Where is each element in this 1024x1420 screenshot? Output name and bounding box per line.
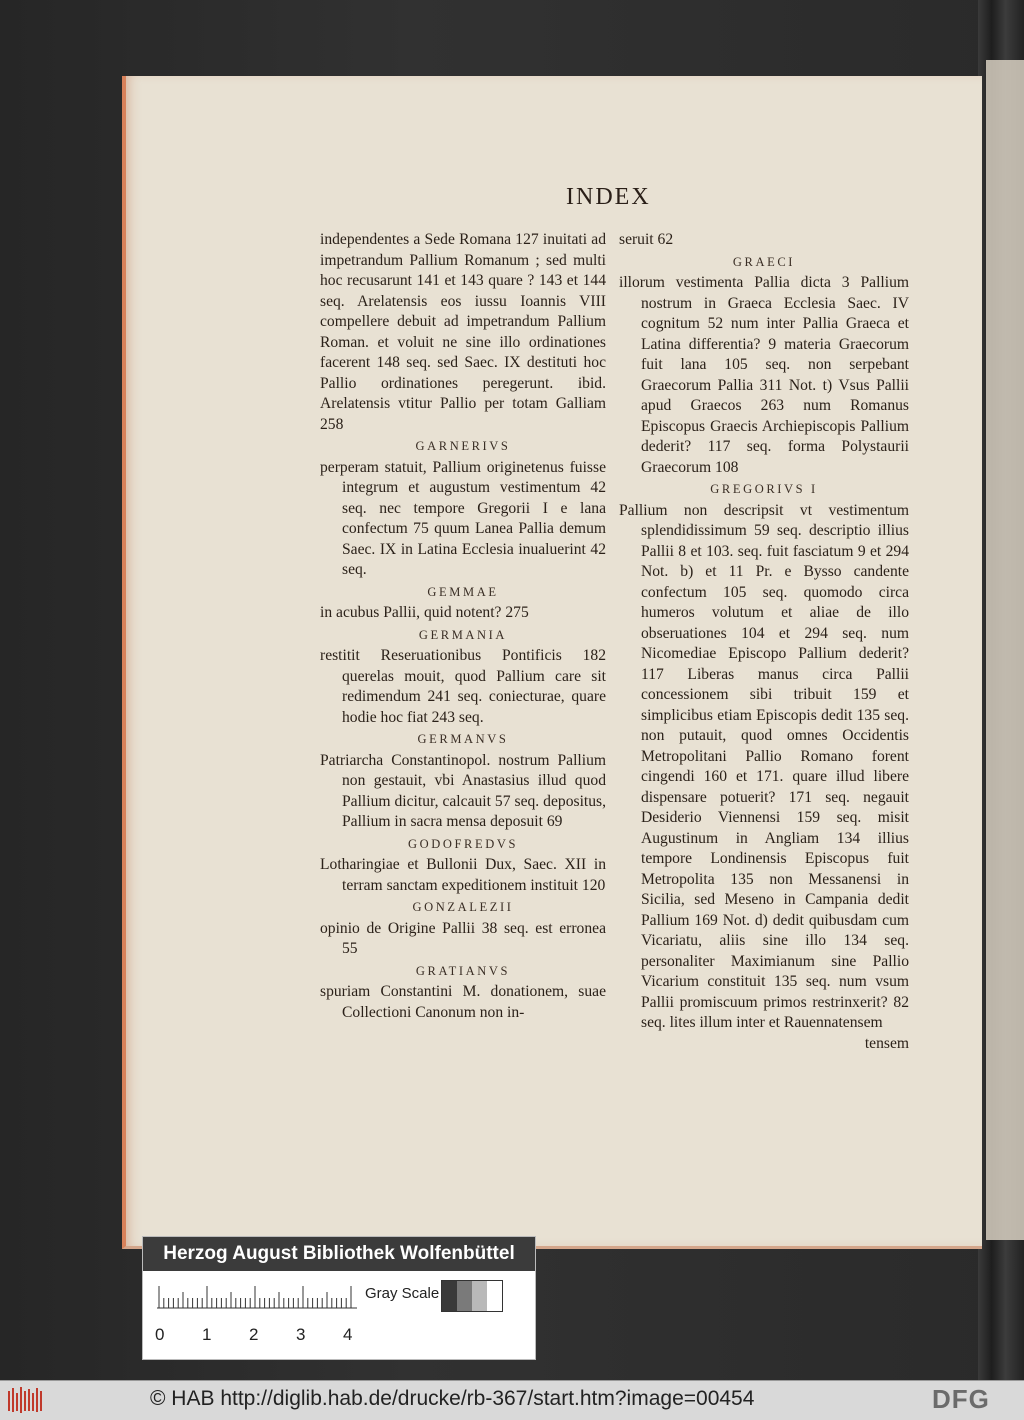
gray-scale-swatches: [441, 1280, 503, 1312]
dfg-logo: DFG: [932, 1384, 990, 1414]
index-heading: GRAECI: [732, 254, 796, 269]
right-text-column: [619, 230, 909, 1054]
color-reference-card: [142, 1236, 536, 1360]
gray-swatch: [487, 1281, 502, 1311]
ruler-digits: [155, 1325, 390, 1345]
index-heading: GODOFREDVS: [407, 836, 519, 851]
index-entry: Pallium non descripsit vt vestimentum splendidissimum 59 seq. descriptio illius Pallii 8 et 103. seq. fuit fasciatum 9 et 294 Not. b) et 11 Pr. e Bysso candente confectum 105 seq. quomodo circa humeros volutum et aliae de illo obseruationes 104 et 294 seq. num Nicomediae Episcopo Pallium dederit? 117 Liberas manus circa Pallii concessionem sibi tribuit 159 et simplicibus etiam Episcopis dedit 135 seq. non putauit, quod omnes Occidentis Metropolitani Pallio Romano forent cingendi 160 et 171. quare illud libere dispensare potuerit? 171 seq. negauit Desiderio Viennensi 159 seq. misit Augustinum in Angliam 134 illius tempore Londinensis Episcopus fuit Metropolita 135 non Messanensi in Sicilia, sed Meseno in Campania dedit Pallium 169 Not. d) dedit quibusdam cum Vicariatu, aliis sine illo 134 seq. personaliter Maximianum sine Pallio Vicarium constituit 135 seq. num vsum Pallii promiscuum primos restrinxerit? 82 seq. lites illum inter et Rauennatensem: [619, 501, 909, 1031]
left-text-column: [320, 230, 606, 1023]
index-entry: Patriarcha Constantinopol. nostrum Pallium non gestauit, vbi Anastasius illud quod Pallium dicitur, calcauit 57 seq. depositus, Pallium in sacra mensa deposuit 69: [320, 751, 606, 830]
ruler-digit: 2: [249, 1325, 259, 1344]
index-entry: illorum vestimenta Pallia dicta 3 Pallium nostrum in Graeca Ecclesia Saec. IV cognitum 52 num inter Pallia Graeca et Latina differentia? 9 materia Graecorum fuit lana 105 seq. non serpebant Graecorum Pallia 311 Not. t) Vsus Pallii apud Graecos 263 num Romanus Episcopus Graecis Archiepiscopis Pallium dederit? 117 seq. forma Polystaurii Graecorum 108: [619, 274, 909, 476]
library-name: Herzog August Bibliothek Wolfenbüttel: [143, 1237, 535, 1271]
index-entry: Lotharingiae et Bullonii Dux, Saec. XII in terram sanctam expeditionem instituit 120: [320, 856, 606, 894]
page-heading: INDEX: [566, 184, 651, 210]
index-entry: restitit Reseruationibus Pontificis 182 querelas mouit, quod Pallium care sit redimendum 241 seq. coniecturae, quare hodie hoc fiat 243 seq.: [320, 647, 606, 726]
index-heading: GONZALEZII: [412, 900, 514, 914]
index-entry: perperam statuit, Pallium originetenus fuisse integrum et augustum vestimentum 42 seq. nec tempore Gregorii I e lana confectum 75 quum Lanea Pallia demum Saec. IX in Latina Ecclesia inualuerint 42 seq.: [320, 458, 606, 578]
index-entry: in acubus Pallii, quid notent? 275: [320, 604, 529, 621]
catchword: tensem: [864, 1034, 909, 1052]
copyright-url: © HAB http://diglib.hab.de/drucke/rb-367/start.htm?image=00454: [150, 1387, 755, 1410]
index-continuation: seruit 62: [619, 231, 674, 248]
index-entry: opinio de Origine Pallii 38 seq. est erronea 55: [320, 919, 606, 957]
footer-bar: [0, 1380, 1024, 1420]
hab-barcode-logo-icon: [6, 1385, 46, 1415]
ruler-digit: 1: [202, 1325, 212, 1344]
ruler-digit: 4: [343, 1325, 353, 1344]
index-heading: GREGORIVS I: [710, 482, 818, 496]
gray-scale-label: Gray Scale: [365, 1285, 440, 1302]
index-heading: GERMANVS: [417, 732, 509, 746]
gray-swatch: [472, 1281, 487, 1311]
ruler-digit: 0: [155, 1325, 165, 1344]
index-heading: GARNERIVS: [415, 439, 511, 453]
index-continuation: independentes a Sede Romana 127 inuitati ad impetrandum Pallium Romanum ; sed multi hoc recusarunt 141 et 143 quare ? 143 et 144 seq. Arelatensis eos iussu Ioannis VIII compellere debuit ad impetrandum Pallium Roman. et voluit ne sine illo ordinationes facerent 148 seq. sed Saec. IX destituti hoc Pallio ordinationes peregerunt. ibid. Arelatensis vtitur Pallio per totam Galliam 258: [320, 231, 606, 433]
adjacent-page-edge: [986, 60, 1024, 1240]
gray-swatch: [457, 1281, 472, 1311]
index-heading: GRATIANVS: [415, 963, 511, 978]
index-heading: GERMANIA: [418, 627, 508, 642]
index-entry: spuriam Constantini M. donationem, suae Collectioni Canonum non in-: [320, 983, 606, 1021]
gray-swatch: [442, 1281, 457, 1311]
index-heading: GEMMAE: [427, 584, 499, 599]
ruler-digit: 3: [296, 1325, 306, 1344]
ruler-scale: [157, 1279, 357, 1309]
